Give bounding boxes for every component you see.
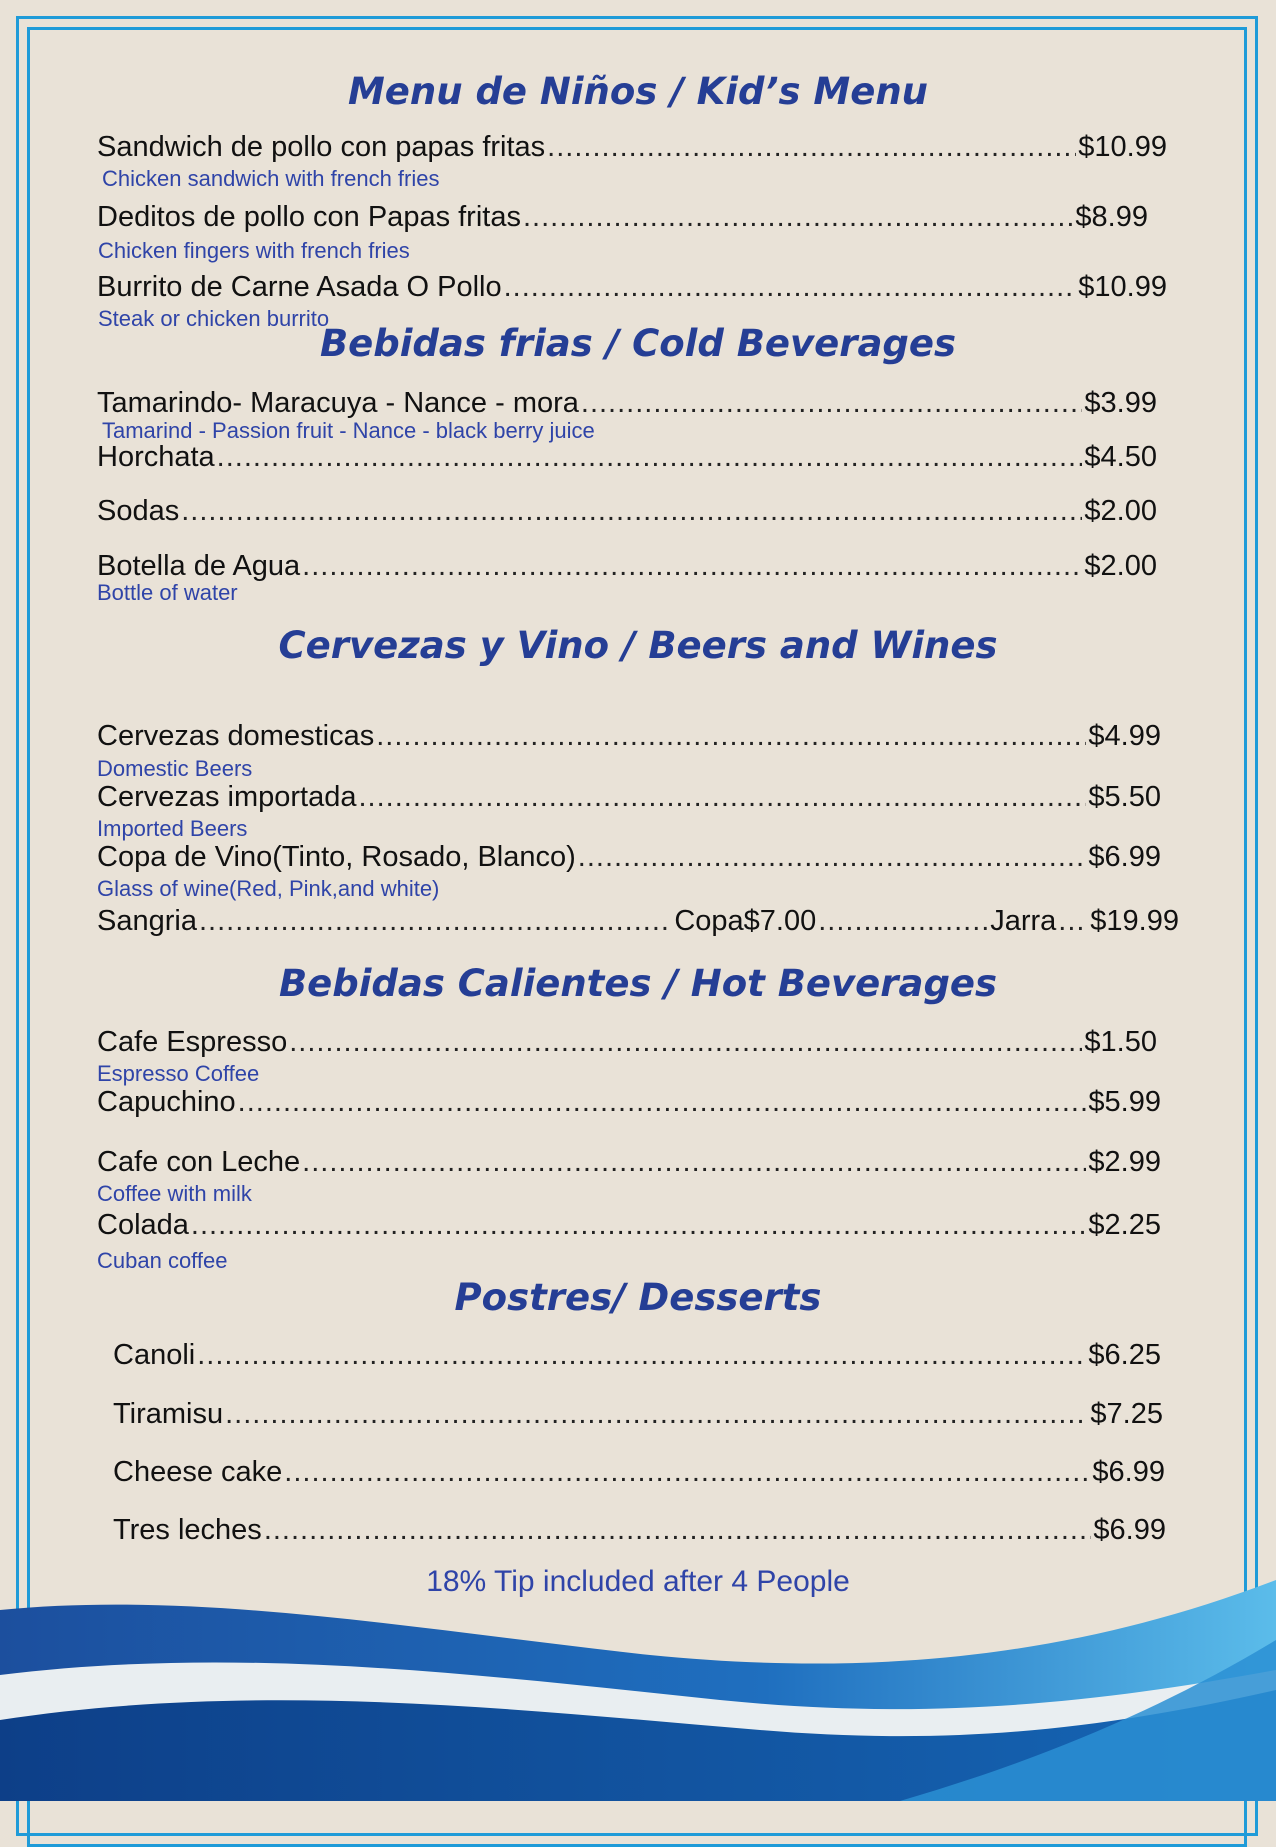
dot-leader [547,133,1076,162]
menu-item [97,133,1167,162]
dot-leader [181,497,1082,526]
menu-item [113,1341,1161,1370]
item-price: $6.99 [1093,1514,1166,1546]
menu-item [97,497,1157,526]
menu-item [97,552,1157,581]
menu-item [113,1458,1165,1487]
item-translation: Tamarind - Passion fruit - Nance - black berry juice [102,418,595,443]
sangria-jarra-label: Jarra [990,905,1057,937]
item-price: $1.50 [1084,1026,1157,1058]
menu-item [97,722,1161,751]
kids-menu-heading: Menu de Niños / Kid’s Menu [347,70,929,113]
item-price: $10.99 [1078,131,1167,163]
item-price: $10.99 [1078,271,1167,303]
sangria-jarra-price: $19.99 [1090,905,1179,937]
item-name: Sodas [97,495,180,527]
tip-note: 18% Tip included after 4 People [426,1565,850,1598]
item-name: Cafe con Leche [97,1146,301,1178]
beers-wines-heading: Cervezas y Vino / Beers and Wines [278,624,998,667]
item-name: Canoli [113,1339,196,1371]
item-translation: Espresso Coffee [97,1061,260,1086]
item-price: $2.00 [1084,550,1157,582]
item-price: $2.99 [1088,1146,1161,1178]
item-translation: Coffee with milk [97,1181,252,1206]
item-name: Capuchino [97,1086,236,1118]
menu-item [97,443,1157,472]
dot-leader [302,1148,1086,1177]
item-translation: Bottle of water [97,580,238,605]
dot-leader [264,1516,1092,1545]
dot-leader [376,722,1086,751]
menu-item [97,783,1161,812]
sangria-item [97,907,1179,936]
item-translation: Cuban coffee [97,1248,228,1273]
item-price: $4.99 [1088,720,1161,752]
item-price: $7.25 [1090,1398,1163,1430]
hot-beverages-heading: Bebidas Calientes / Hot Beverages [278,962,998,1005]
item-name: Tres leches [113,1514,262,1546]
item-name: Horchata [97,441,215,473]
dot-leader [581,389,1083,418]
item-translation: Glass of wine(Red, Pink,and white) [97,876,440,901]
dot-leader [523,203,1073,232]
item-name: Sangria [97,905,197,937]
dot-leader [197,1341,1086,1370]
dot-leader [1058,907,1088,936]
item-price: $2.00 [1084,495,1157,527]
item-name: Sandwich de pollo con papas fritas [97,131,546,163]
bottom-wave-decoration [0,1560,1276,1801]
dot-leader [302,552,1082,581]
item-name: Deditos de pollo con Papas fritas [97,201,521,233]
item-name: Tiramisu [113,1398,224,1430]
item-name: Cervezas domesticas [97,720,375,752]
dot-leader [217,443,1083,472]
cold-beverages-heading: Bebidas frias / Cold Beverages [319,322,957,365]
item-price: $3.99 [1084,387,1157,419]
dot-leader [504,273,1077,302]
item-price: $5.99 [1088,1086,1161,1118]
dot-leader [578,843,1087,872]
item-name: Botella de Agua [97,550,301,582]
item-name: Copa de Vino(Tinto, Rosado, Blanco) [97,841,576,873]
menu-item [97,273,1167,302]
item-price: $2.25 [1088,1209,1161,1241]
item-name: Colada [97,1209,189,1241]
item-name: Tamarindo- Maracuya - Nance - mora [97,387,579,419]
menu-item [97,1148,1161,1177]
menu-item [97,1088,1161,1117]
menu-item [97,843,1161,872]
dot-leader [289,1028,1082,1057]
item-name: Cheese cake [113,1456,283,1488]
menu-item [97,1028,1157,1057]
item-price: $6.25 [1088,1339,1161,1371]
item-translation: Chicken fingers with french fries [98,238,410,263]
menu-item [113,1400,1163,1429]
sangria-copa-price: Copa$7.00 [674,905,817,937]
menu-item [97,203,1148,232]
dot-leader [199,907,672,936]
dot-leader [225,1400,1088,1429]
menu-item [113,1516,1166,1545]
dot-leader [284,1458,1090,1487]
item-translation: Chicken sandwich with french fries [102,166,440,191]
dot-leader [238,1088,1087,1117]
item-price: $6.99 [1088,841,1161,873]
item-name: Cafe Espresso [97,1026,288,1058]
item-translation: Domestic Beers [97,756,253,781]
item-translation: Steak or chicken burrito [98,306,330,331]
item-price: $8.99 [1075,201,1148,233]
desserts-heading: Postres/ Desserts [454,1276,822,1319]
dot-leader [818,907,988,936]
item-translation: Imported Beers [97,816,248,841]
item-price: $5.50 [1088,781,1161,813]
item-name: Burrito de Carne Asada O Pollo [97,271,502,303]
menu-item [97,389,1157,418]
item-price: $6.99 [1092,1456,1165,1488]
menu-item [97,1211,1161,1240]
item-price: $4.50 [1084,441,1157,473]
dot-leader [359,783,1087,812]
item-name: Cervezas importada [97,781,357,813]
dot-leader [191,1211,1087,1240]
